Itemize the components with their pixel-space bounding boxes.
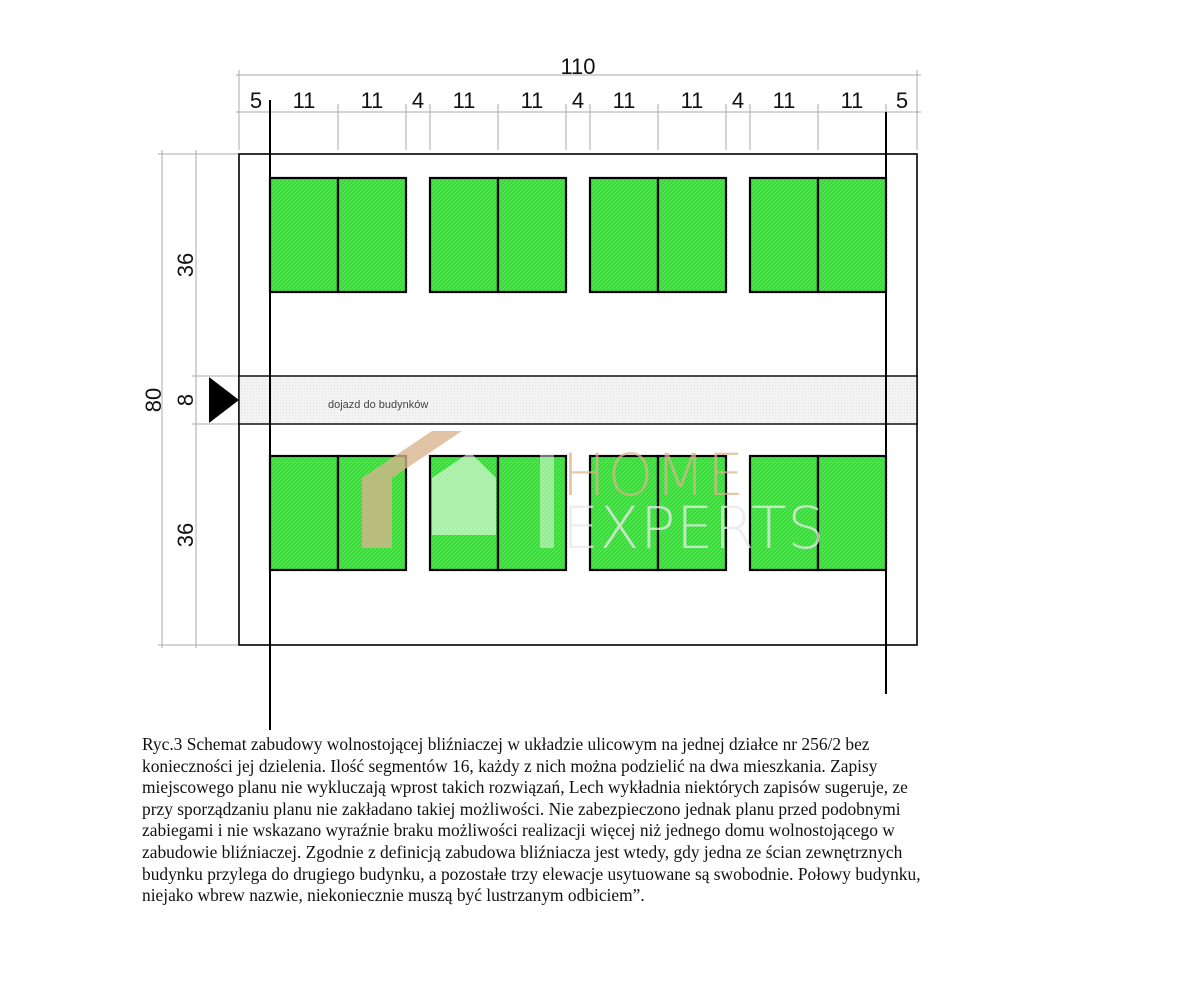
dimension-segment-label: 4 [731, 88, 745, 113]
dimension-segment-label: 11 [360, 88, 384, 113]
dimension-total-width: 110 [560, 54, 596, 79]
caption-line: miejscowego planu nie wykluczają wprost takich rozwiązań, Lech wykładnia niektórych zapisów sugeruje, ze [142, 777, 908, 798]
road-label: dojazd do budynków [328, 399, 429, 411]
caption-line: niejako wbrew nazwie, niekoniecznie muszą być lustrzanym odbiciem”. [142, 885, 645, 906]
dimension-road-width: 8 [173, 393, 198, 407]
caption-line: zabudowie bliźniaczej. Zgodnie z definicją zabudowa bliźniacza jest wtedy, gdy jedna ze ścian zewnętrznych [142, 841, 903, 862]
building-segment [590, 178, 658, 292]
dimension-segment-label: 4 [411, 88, 425, 113]
dimension-segment-label: 5 [895, 88, 909, 113]
dimension-segment-label: 5 [249, 88, 263, 113]
building-segment [338, 178, 406, 292]
logo-text-experts: EXPERTS [562, 494, 826, 562]
horizontal-dimensions [236, 54, 921, 150]
building-segment [430, 178, 498, 292]
building-segment [270, 456, 338, 570]
dimension-upper-depth: 36 [173, 252, 198, 278]
caption-line: zabiegami i nie wskazano wyraźnie braku możliwości realizacji więcej niż jednego domu wolnostojącego w [142, 820, 895, 841]
figure-caption [142, 734, 1122, 907]
entrance-arrow-icon [209, 377, 239, 423]
dimension-segment-label: 11 [772, 88, 796, 113]
building-segment [818, 456, 886, 570]
dimension-lower-depth: 36 [173, 522, 198, 548]
dimension-segment-label: 11 [520, 88, 544, 113]
building-segment [818, 178, 886, 292]
building-segment [498, 178, 566, 292]
caption-line: budynku przylega do drugiego budynku, a pozostałe trzy elewacje usytuowane są swobodnie. Połowy budynku, [142, 863, 921, 884]
dimension-segment-label: 11 [292, 88, 316, 113]
building-segment [270, 178, 338, 292]
building-segment [498, 456, 566, 570]
caption-line: Ryc.3 Schemat zabudowy wolnostojącej bliźniaczej w układzie ulicowym na jednej działce nr 256/2 bez [142, 734, 870, 754]
dimension-segment-label: 11 [612, 88, 636, 113]
building-segment [750, 178, 818, 292]
dimension-segment-label: 4 [571, 88, 585, 113]
dimension-total-height: 80 [141, 387, 166, 413]
logo-text-home: HOME [562, 441, 746, 509]
building-segment [658, 178, 726, 292]
dimension-segment-label: 11 [840, 88, 864, 113]
caption-line: konieczności jej dzielenia. Ilość segmentów 16, każdy z nich można podzielić na dwa mieszkania. Zapisy [142, 755, 878, 776]
caption-line: przy sporządzaniu planu nie zakładano takiej możliwości. Nie zabezpieczono jednak planu przed podobnymi [142, 798, 901, 819]
dimension-segment-label: 11 [680, 88, 704, 113]
dimension-segment-label: 11 [452, 88, 476, 113]
